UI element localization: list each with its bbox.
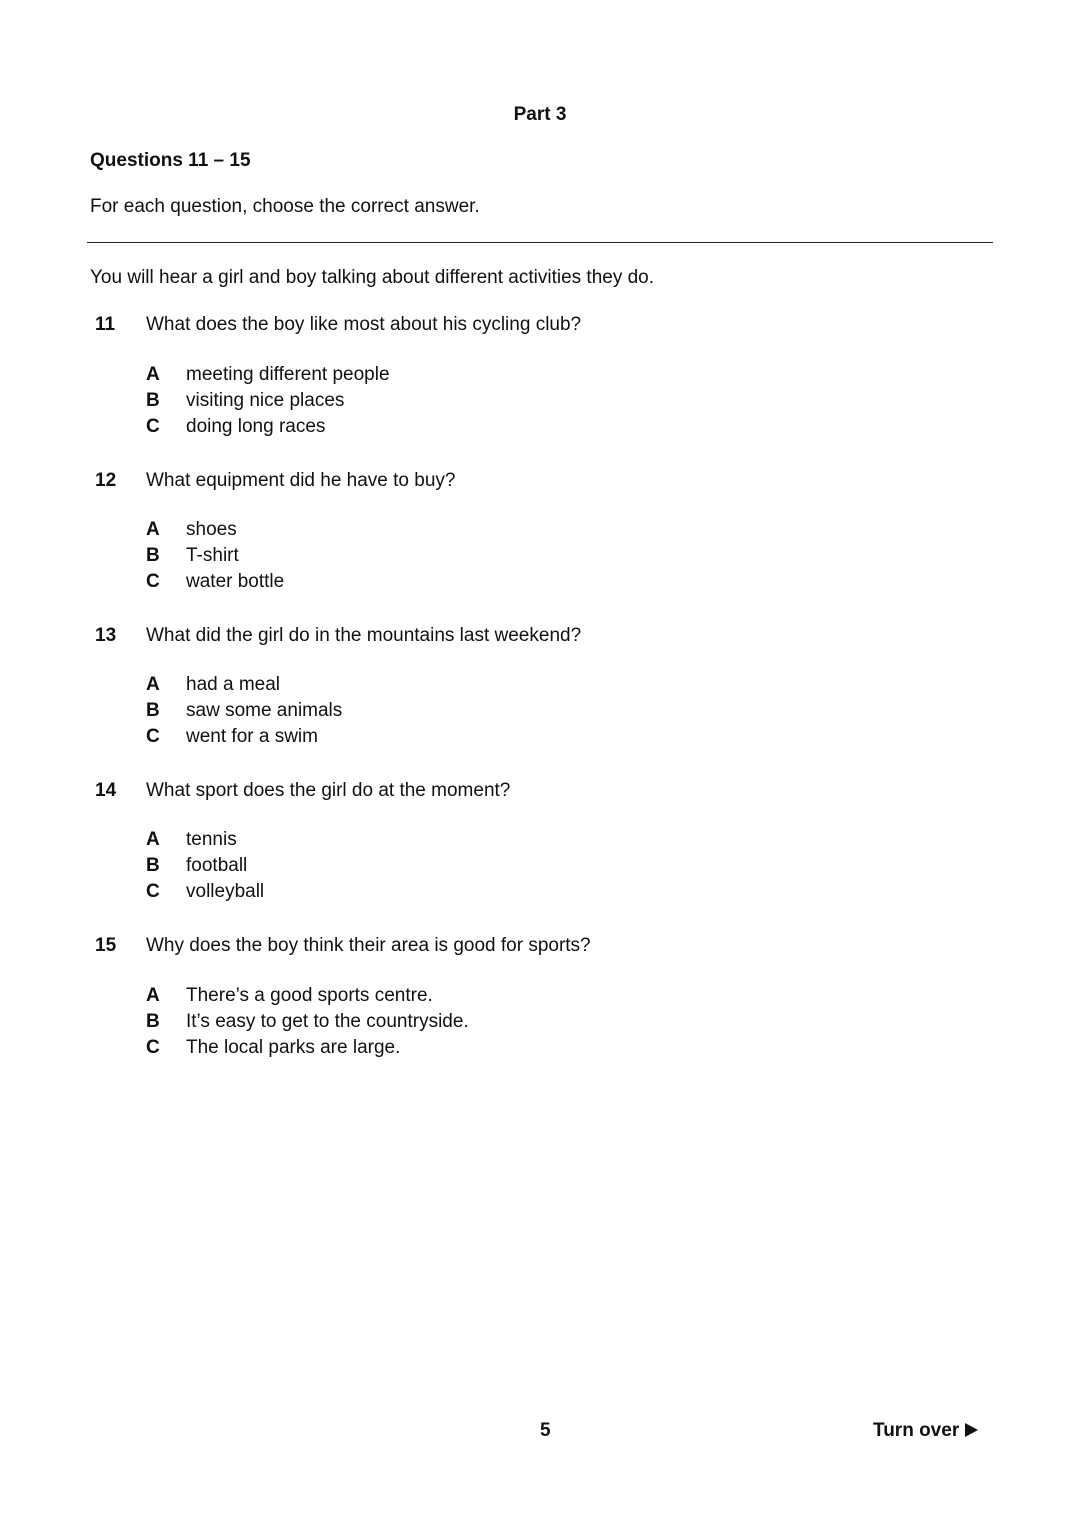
instruction-text: For each question, choose the correct answer.: [90, 196, 480, 217]
question-text: What did the girl do in the mountains last weekend?: [146, 625, 582, 646]
option-text: football: [186, 855, 248, 876]
listening-context: You will hear a girl and boy talking about different activities they do.: [90, 267, 655, 288]
option-letter: A: [146, 519, 160, 540]
option-letter: B: [146, 390, 160, 411]
option-11-b[interactable]: [0, 390, 1080, 416]
question-text: What does the boy like most about his cycling club?: [146, 314, 582, 335]
turn-over: [873, 1420, 978, 1442]
option-text: shoes: [186, 519, 237, 540]
option-letter: A: [146, 364, 160, 385]
option-11-c[interactable]: [0, 416, 1080, 442]
option-12-c[interactable]: [0, 571, 1080, 597]
right-triangle-arrow-icon: [965, 1423, 978, 1437]
option-text: It’s easy to get to the countryside.: [186, 1011, 469, 1032]
option-text: There’s a good sports centre.: [186, 985, 433, 1006]
page-number: 5: [540, 1420, 551, 1441]
option-letter: C: [146, 881, 160, 902]
option-text: meeting different people: [186, 364, 390, 385]
option-13-a[interactable]: [0, 674, 1080, 700]
option-text: went for a swim: [186, 726, 318, 747]
turn-over-label: Turn over: [873, 1420, 960, 1441]
section-divider: [87, 242, 993, 243]
question-number: 13: [95, 625, 117, 646]
option-14-a[interactable]: [0, 829, 1080, 855]
option-14-b[interactable]: [0, 855, 1080, 881]
option-13-b[interactable]: [0, 700, 1080, 726]
option-text: visiting nice places: [186, 390, 345, 411]
option-letter: C: [146, 571, 160, 592]
option-15-c[interactable]: [0, 1037, 1080, 1063]
question-text: Why does the boy think their area is good for sports?: [146, 935, 591, 956]
option-text: T-shirt: [186, 545, 239, 566]
option-text: tennis: [186, 829, 237, 850]
option-letter: A: [146, 674, 160, 695]
option-letter: C: [146, 416, 160, 437]
option-letter: B: [146, 545, 160, 566]
option-13-c[interactable]: [0, 726, 1080, 752]
questions-heading: Questions 11 – 15: [90, 150, 251, 171]
option-letter: C: [146, 726, 160, 747]
option-letter: B: [146, 855, 160, 876]
question-number: 14: [95, 780, 117, 801]
option-text: had a meal: [186, 674, 281, 695]
option-text: water bottle: [186, 571, 285, 592]
option-15-a[interactable]: [0, 985, 1080, 1011]
option-14-c[interactable]: [0, 881, 1080, 907]
part-title: Part 3: [513, 104, 567, 125]
option-text: volleyball: [186, 881, 265, 902]
option-letter: B: [146, 700, 160, 721]
question-number: 15: [95, 935, 117, 956]
question-text: What equipment did he have to buy?: [146, 470, 456, 491]
option-letter: B: [146, 1011, 160, 1032]
option-text: saw some animals: [186, 700, 343, 721]
option-letter: A: [146, 985, 160, 1006]
question-number: 12: [95, 470, 117, 491]
option-letter: C: [146, 1037, 160, 1058]
option-letter: A: [146, 829, 160, 850]
option-12-b[interactable]: [0, 545, 1080, 571]
option-text: The local parks are large.: [186, 1037, 401, 1058]
option-12-a[interactable]: [0, 519, 1080, 545]
question-number: 11: [95, 314, 116, 335]
option-11-a[interactable]: [0, 364, 1080, 390]
option-15-b[interactable]: [0, 1011, 1080, 1037]
question-text: What sport does the girl do at the moment?: [146, 780, 511, 801]
option-text: doing long races: [186, 416, 326, 437]
